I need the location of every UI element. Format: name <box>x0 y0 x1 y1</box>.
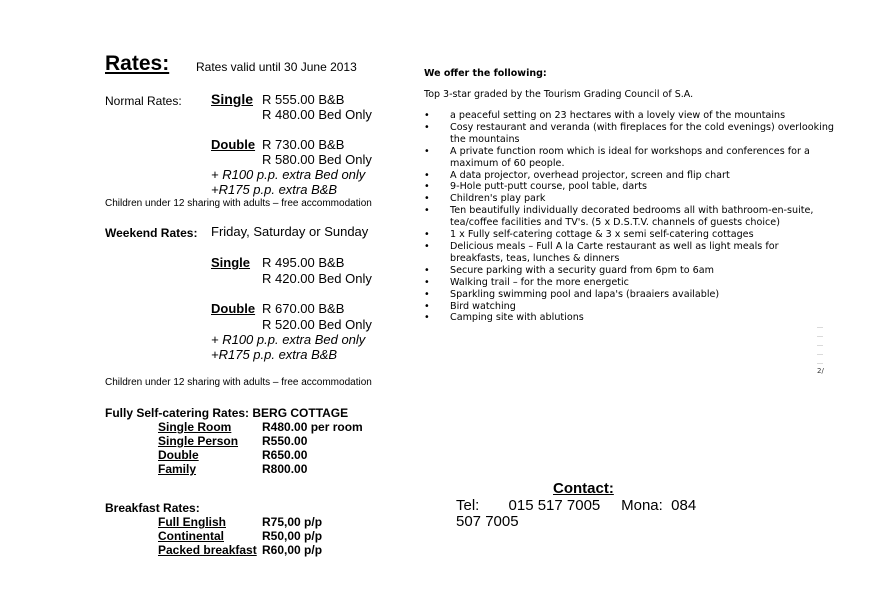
normal-single-bb: R 555.00 B&B <box>262 92 345 107</box>
selfcatering-title: Fully Self-catering Rates: BERG COTTAGE <box>105 406 349 420</box>
bullet-icon: • <box>424 300 430 312</box>
selfcatering-row-label: Family <box>158 462 197 476</box>
list-item: • 1 x Fully self-catering cottage & 3 x semi self-catering cottages <box>424 229 754 241</box>
selfcatering-row-label: Double <box>158 448 199 462</box>
bullet-icon: • <box>424 276 430 288</box>
breakfast-row-value: R60,00 p/p <box>262 543 323 557</box>
offer-list <box>424 110 834 324</box>
normal-extra-bed: + R100 p.p. extra Bed only <box>211 167 366 182</box>
weekend-single-label: Single <box>211 255 251 270</box>
breakfast-row-label: Full English <box>158 515 226 529</box>
selfcatering-row-value: R480.00 per room <box>262 420 363 434</box>
weekend-double-bed: R 520.00 Bed Only <box>262 317 372 332</box>
list-item: • A private function room which is ideal for workshops and conferences for a maximum of 60 people. <box>424 145 810 169</box>
bullet-icon: • <box>424 205 430 217</box>
bullet-icon: • <box>424 240 430 252</box>
normal-children-note: Children under 12 sharing with adults – free accommodation <box>105 198 372 209</box>
selfcatering-row-label: Single Room <box>158 420 232 434</box>
rates-title: Rates: <box>105 52 170 75</box>
weekend-extra-bed: + R100 p.p. extra Bed only <box>211 332 366 347</box>
dot-leaders: … … … … … <box>817 323 823 366</box>
bullet-icon: • <box>424 264 430 276</box>
breakfast-row-label: Continental <box>158 529 224 543</box>
list-item: • a peaceful setting on 23 hectares with a lovely view of the mountains <box>424 110 786 121</box>
bullet-icon: • <box>424 110 430 121</box>
selfcatering-row-label: Single Person <box>158 434 239 448</box>
list-item: • A data projector, overhead projector, screen and flip chart <box>424 169 730 181</box>
normal-rates-label: Normal Rates: <box>105 94 182 108</box>
rates-valid: Rates valid until 30 June 2013 <box>196 60 357 74</box>
contact-title: Contact: <box>553 480 614 497</box>
bullet-icon: • <box>424 145 430 157</box>
page-marker: 2/ <box>817 367 824 375</box>
list-item: • 9-Hole putt-putt course, pool table, darts <box>424 181 647 193</box>
list-item: • Children's play park <box>424 193 546 205</box>
bullet-icon: • <box>424 193 430 205</box>
bullet-icon: • <box>424 181 430 193</box>
selfcatering-row-value: R650.00 <box>262 448 308 462</box>
list-item: • Walking trail – for the more energetic <box>424 276 629 288</box>
weekend-double-label: Double <box>211 301 256 316</box>
weekend-single-bed: R 420.00 Bed Only <box>262 271 372 286</box>
breakfast-row-value: R75,00 p/p <box>262 515 323 529</box>
bullet-icon: • <box>424 169 430 181</box>
normal-single-bed: R 480.00 Bed Only <box>262 107 372 122</box>
breakfast-title: Breakfast Rates: <box>105 501 200 515</box>
bullet-icon: • <box>424 288 430 300</box>
selfcatering-row-value: R800.00 <box>262 462 308 476</box>
offer-intro: Top 3-star graded by the Tourism Grading Council of S.A. <box>424 89 694 100</box>
breakfast-row-label: Packed breakfast <box>158 543 257 557</box>
list-item: • Sparkling swimming pool and lapa's (braaiers available) <box>424 288 720 300</box>
selfcatering-row-value: R550.00 <box>262 434 308 448</box>
contact-line-2: 507 7005 <box>456 513 519 530</box>
normal-double-bb: R 730.00 B&B <box>262 137 345 152</box>
list-item: • Secure parking with a security guard from 6pm to 6am <box>424 264 715 276</box>
list-item: • Delicious meals – Full A la Carte restaurant as well as light meals for breakfasts, teas, lunches & dinners <box>424 240 779 264</box>
offer-title: We offer the following: <box>424 68 547 79</box>
bullet-icon: • <box>424 312 430 324</box>
list-item: • Ten beautifully individually decorated bedrooms all with bathroom-en-suite, tea/coffee facilities and TV's. (5 x D.S.T.V. channels of guests choice) <box>424 205 814 229</box>
weekend-days: Friday, Saturday or Sunday <box>211 224 369 239</box>
contact-line-1: Tel: 015 517 7005 Mona: 084 <box>456 497 697 514</box>
normal-double-label: Double <box>211 137 256 152</box>
normal-single-label: Single <box>211 91 254 107</box>
bullet-icon: • <box>424 121 430 133</box>
normal-extra-bb: +R175 p.p. extra B&B <box>211 182 338 197</box>
breakfast-row-value: R50,00 p/p <box>262 529 323 543</box>
weekend-children-note: Children under 12 sharing with adults – free accommodation <box>105 377 372 388</box>
list-item: • Camping site with ablutions <box>424 312 584 324</box>
weekend-rates-label: Weekend Rates: <box>105 226 198 240</box>
weekend-extra-bb: +R175 p.p. extra B&B <box>211 347 338 362</box>
weekend-double-bb: R 670.00 B&B <box>262 301 345 316</box>
normal-double-bed: R 580.00 Bed Only <box>262 152 372 167</box>
list-item: • Bird watching <box>424 300 516 312</box>
weekend-single-bb: R 495.00 B&B <box>262 255 345 270</box>
bullet-icon: • <box>424 229 430 241</box>
list-item: • Cosy restaurant and veranda (with fireplaces for the cold evenings) overlooking the mountains <box>424 121 835 145</box>
